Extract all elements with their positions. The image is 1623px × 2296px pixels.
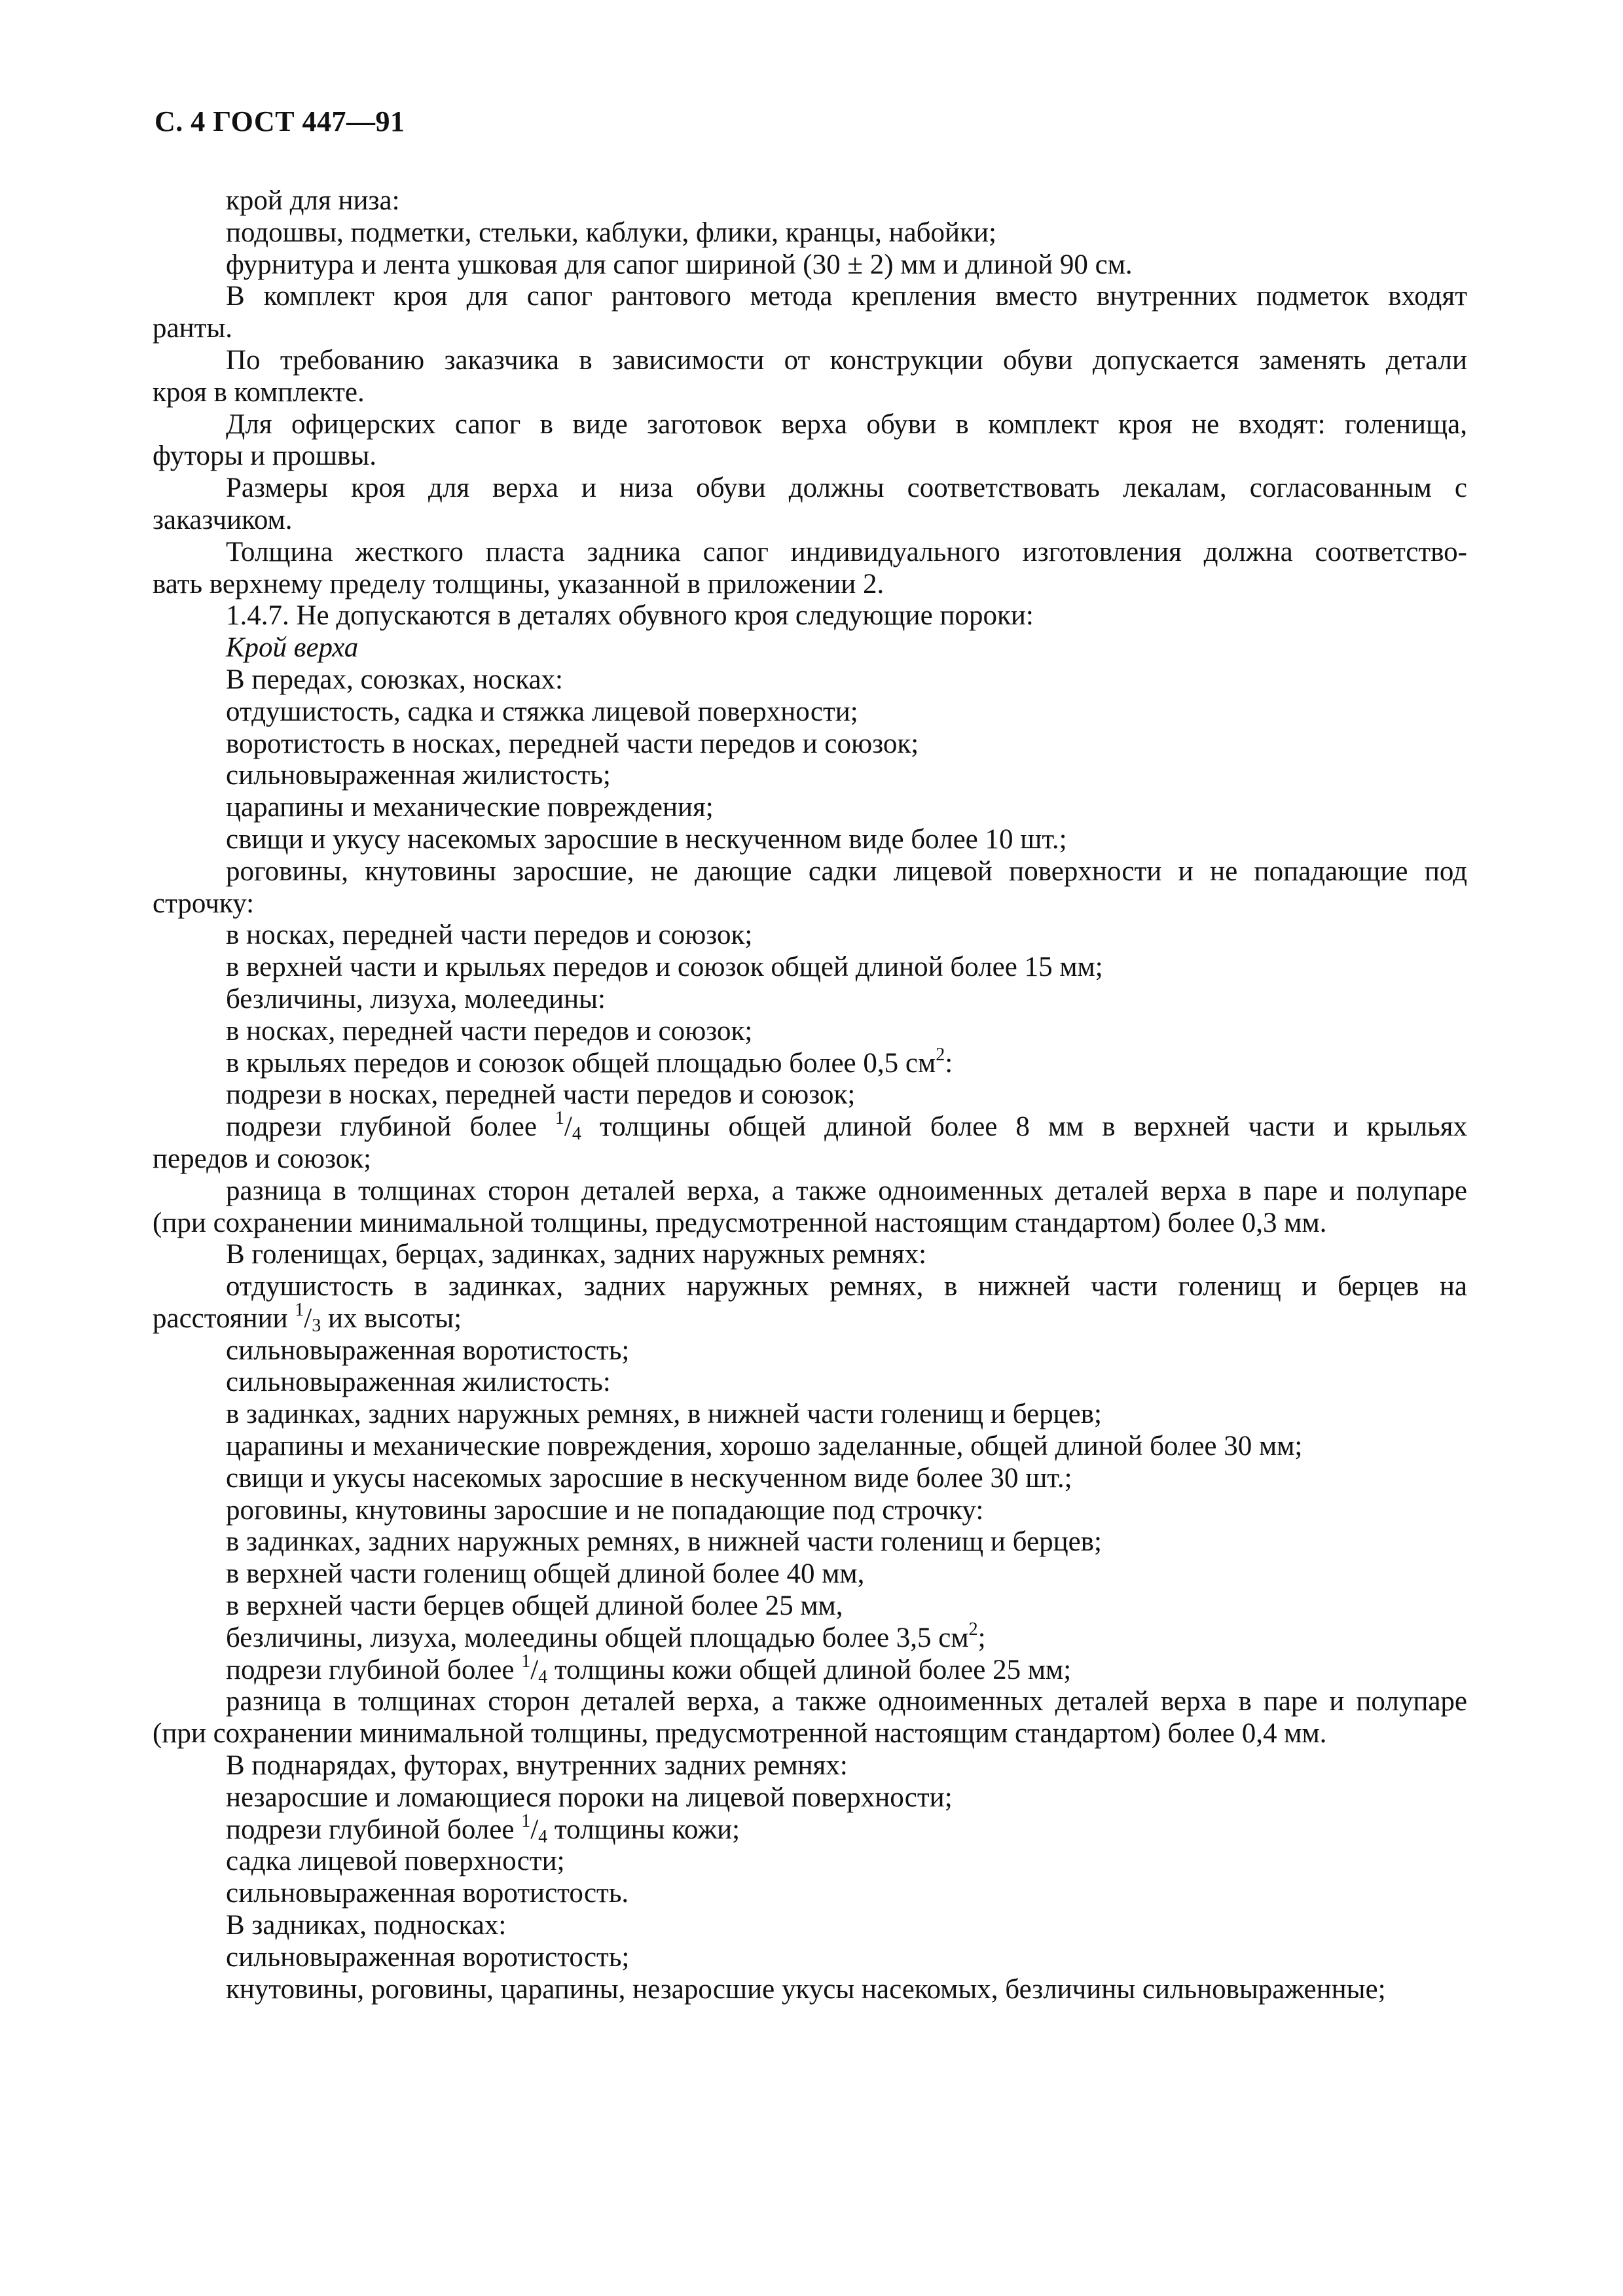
fraction-denominator: 4 [538,1826,548,1847]
text-fragment: в крыльях передов и союзок общей площадью более 0,5 см [226,1047,936,1079]
running-header: С. 4 ГОСТ 447—91 [155,105,405,137]
fraction-numerator: 1 [295,1299,304,1320]
text-line: в верхней части берцев общей длиной более 25 мм, [226,1590,843,1622]
fraction-slash: / [530,1814,539,1845]
text-line: В задниках, подносках: [226,1910,507,1941]
text-line: сильновыраженная воротистость. [226,1878,629,1909]
text-line: сильновыраженная жилистость: [226,1367,611,1398]
text-line: в задинках, задних наружных ремнях, в нижней части голенищ и берцев; [226,1399,1102,1430]
text-line: отдушистость в задинках, задних наружных ремнях, в нижней части голенищ и берцев на [226,1271,1467,1302]
text-line: сильновыраженная воротистость; [226,1335,630,1366]
text-line: разница в толщинах сторон деталей верха, а также одноименных деталей верха в паре и полупаре [226,1175,1467,1206]
fraction-numerator: 1 [521,1810,531,1831]
text-line: в задинках, задних наружных ремнях, в нижней части голенищ и берцев; [226,1526,1102,1558]
text-line: воротистость в носках, передней части передов и союзок; [226,728,919,759]
text-line: в верхней части и крыльях передов и союзок общей длиной более 15 мм; [226,952,1103,983]
text-line [153,1108,1467,1145]
subsection-heading: Крой верха [226,632,359,664]
text-line: По требованию заказчика в зависимости от конструкции обуви допускается заменять детали [226,344,1467,376]
text-line: передов и союзок; [153,1143,372,1174]
text-line: подрези в носках, передней части передов и союзок; [226,1079,856,1111]
text-line: разница в толщинах сторон деталей верха, а также одноименных деталей верха в паре и полупаре [226,1686,1467,1717]
fraction-denominator: 3 [312,1315,321,1336]
superscript: 2 [936,1044,945,1065]
text-line: роговины, кнутовины заросшие и не попадающие под строчку: [226,1494,984,1526]
text-line: В комплект кроя для сапог рантового метода крепления вместо внутренних подметок входят [226,281,1467,312]
text-line: безличины, лизуха, молеедины: [226,983,606,1014]
text-line: (при сохранении минимальной толщины, предусмотренной настоящим стандартом) более 0,3 мм. [153,1207,1327,1238]
text-line: свищи и укусы насекомых заросшие в нескученном виде более 30 шт.; [226,1462,1072,1494]
text-line: кроя в комплекте. [153,376,365,408]
text-line: вать верхнему пределу толщины, указанной в приложении 2. [153,568,884,600]
text-line: В поднарядах, футорах, внутренних задних ремнях: [226,1750,848,1782]
fraction-slash: / [564,1111,572,1143]
text-line: роговины, кнутовины заросшие, не дающие садки лицевой поверхности и не попадающие под [226,855,1467,887]
fraction-denominator: 4 [572,1124,581,1145]
text-line: в носках, передней части передов и союзок; [226,920,753,951]
text-fragment: подрези глубиной более [226,1814,522,1845]
text-line: царапины и механические повреждения, хорошо заделанные, общей длиной более 30 мм; [226,1431,1303,1462]
text-line: в носках, передней части передов и союзок; [226,1015,753,1047]
text-fragment: их высоты; [321,1302,462,1334]
text-line: Для офицерских сапог в виде заготовок верха обуви в комплект кроя не входят: голенища, [226,408,1467,440]
text-line: футоры и прошвы. [153,440,376,472]
text-line [153,1619,1467,1655]
text-fragment: подрези глубиной более [226,1111,555,1143]
text-line: подошвы, подметки, стельки, каблуки, флики, кранцы, набойки; [226,217,996,248]
text-line [153,1299,1467,1336]
fraction-numerator: 1 [521,1651,531,1672]
superscript: 2 [968,1619,978,1640]
text-line: сильновыраженная воротистость; [226,1941,630,1973]
text-line: В голенищах, берцах, задинках, задних наружных ремнях: [226,1239,927,1270]
body-text [153,185,1467,2005]
text-line: незаросшие и ломающиеся пороки на лицевой поверхности; [226,1782,953,1813]
fraction-slash: / [530,1654,539,1685]
text-fragment: ; [977,1622,986,1653]
text-line: Толщина жесткого пласта задника сапог индивидуального изготовления должна соответство- [226,536,1467,567]
text-fragment: подрези глубиной более [226,1654,522,1685]
text-line: отдушистость, садка и стяжка лицевой поверхности; [226,696,858,727]
fraction-numerator: 1 [555,1108,564,1129]
fraction-denominator: 4 [538,1666,548,1687]
text-fragment: толщины кожи; [547,1814,740,1845]
text-line: кнутовины, роговины, царапины, незаросшие укусы насекомых, безличины сильновыраженные; [226,1973,1386,2005]
text-fragment: расстоянии [153,1302,295,1334]
text-fragment: толщины кожи общей длиной более 25 мм; [547,1654,1072,1685]
text-line: заказчиком. [153,504,293,535]
text-line [153,1651,1467,1687]
text-line: В передах, союзках, носках: [226,664,563,695]
text-line [153,1044,1467,1080]
text-line [153,1810,1467,1847]
text-fragment: толщины общей длиной более 8 мм в верхней части и крыльях [581,1111,1467,1143]
text-line: строчку: [153,888,255,919]
section-clause: 1.4.7. Не допускаются в деталях обувного кроя следующие пороки: [226,600,1034,632]
text-line: сильновыраженная жилистость; [226,760,611,791]
text-line: свищи и укусу насекомых заросшие в нескученном виде более 10 шт.; [226,823,1067,855]
text-line: ранты. [153,313,233,344]
fraction-slash: / [304,1302,312,1334]
text-line: царапины и механические повреждения; [226,792,714,823]
text-line: Размеры кроя для верха и низа обуви должны соответствовать лекалам, согласованным с [226,473,1467,504]
text-line: в верхней части голенищ общей длиной более 40 мм, [226,1558,865,1590]
text-fragment: безличины, лизуха, молеедины общей площадью более 3,5 см [226,1622,969,1653]
text-fragment: : [945,1047,953,1079]
text-line: крой для низа: [226,185,400,216]
text-line: (при сохранении минимальной толщины, предусмотренной настоящим стандартом) более 0,4 мм. [153,1718,1327,1749]
text-line: фурнитура и лента ушковая для сапог шириной (30 ± 2) мм и длиной 90 см. [226,249,1133,280]
text-line: садка лицевой поверхности; [226,1846,565,1877]
